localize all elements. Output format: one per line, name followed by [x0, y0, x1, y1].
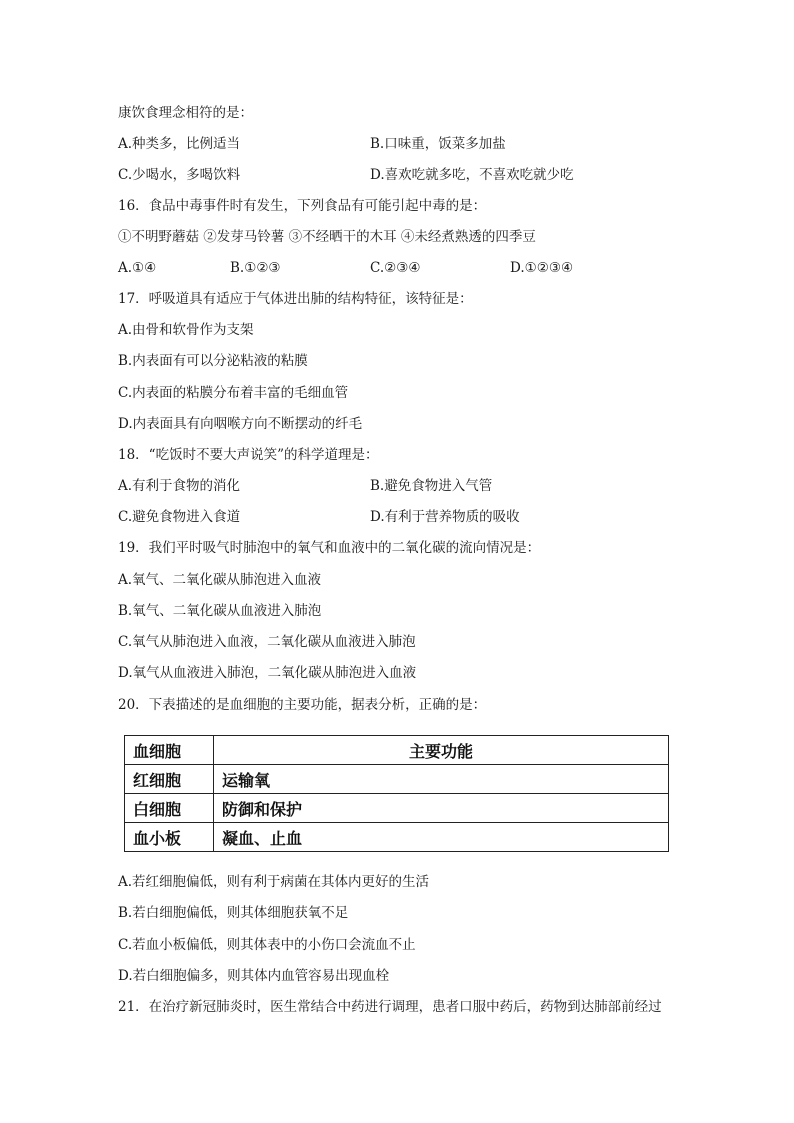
- q19-stem: 19．我们平时吸气时肺泡中的氧气和血液中的二氧化碳的流向情况是：: [118, 540, 541, 556]
- q16-stem: 16．食品中毒事件时有发生，下列食品有可能引起中毒的是：: [118, 198, 487, 214]
- q21-stem: 21．在治疗新冠肺炎时，医生常结合中药进行调理，患者口服中药后，药物到达肺部前经过: [118, 999, 662, 1015]
- table-cell-function: 运输氧: [214, 765, 669, 794]
- q19-option-a: A.氧气、二氧化碳从肺泡进入血液: [118, 572, 322, 588]
- table-cell-name: 血小板: [125, 823, 214, 852]
- table-cell-function: 防御和保护: [214, 794, 669, 823]
- q15-option-b: B.口味重，饭菜多加盐: [370, 136, 506, 152]
- q20-option-c: C.若血小板偏低，则其体表中的小伤口会流血不止: [118, 937, 416, 953]
- q16-option-c: C.②③④: [370, 260, 421, 276]
- q19-option-b: B.氧气、二氧化碳从血液进入肺泡: [118, 603, 322, 619]
- q18-option-d: D.有利于营养物质的吸收: [370, 509, 520, 525]
- q20-option-d: D.若白细胞偏多，则其体内血管容易出现血栓: [118, 968, 390, 984]
- q16-option-a: A.①④: [118, 260, 157, 276]
- q19-option-c: C.氧气从肺泡进入血液，二氧化碳从血液进入肺泡: [118, 634, 416, 650]
- q16-option-d: D.①②③④: [510, 260, 574, 276]
- q20-option-b: B.若白细胞偏低，则其体细胞获氧不足: [118, 905, 349, 921]
- q15-option-c: C.少喝水，多喝饮料: [118, 167, 241, 183]
- q15-option-a: A.种类多，比例适当: [118, 136, 241, 152]
- q15-option-d: D.喜欢吃就多吃，不喜欢吃就少吃: [370, 167, 574, 183]
- table-row: [125, 794, 669, 823]
- table-header-function: 主要功能: [214, 736, 669, 765]
- table-cell-function: 凝血、止血: [214, 823, 669, 852]
- q16-option-b: B.①②③: [230, 260, 281, 276]
- q20-stem: 20．下表描述的是血细胞的主要功能，据表分析，正确的是：: [118, 697, 487, 713]
- table-cell-name: 红细胞: [125, 765, 214, 794]
- q18-stem: 18．“吃饭时不要大声说笑”的科学道理是：: [118, 447, 379, 463]
- q18-option-c: C.避免食物进入食道: [118, 509, 241, 525]
- table-header-row: [125, 736, 669, 765]
- q17-option-a: A.由骨和软骨作为支架: [118, 322, 254, 338]
- table-row: [125, 765, 669, 794]
- q18-option-b: B.避免食物进入气管: [370, 478, 493, 494]
- q18-option-a: A.有利于食物的消化: [118, 478, 241, 494]
- q17-stem: 17．呼吸道具有适应于气体进出肺的结构特征，该特征是：: [118, 291, 473, 307]
- q20-option-a: A.若红细胞偏低，则有利于病菌在其体内更好的生活: [118, 874, 430, 890]
- q15-stem-continuation: 康饮食理念相符的是：: [118, 105, 253, 121]
- q17-option-b: B.内表面有可以分泌粘液的粘膜: [118, 353, 308, 369]
- blood-cell-table: [124, 735, 669, 852]
- q19-option-d: D.氧气从血液进入肺泡，二氧化碳从肺泡进入血液: [118, 665, 417, 681]
- table-row: [125, 823, 669, 852]
- q17-option-c: C.内表面的粘膜分布着丰富的毛细血管: [118, 385, 349, 401]
- table-header-cell: 血细胞: [125, 736, 214, 765]
- table-cell-name: 白细胞: [125, 794, 214, 823]
- q16-items: ①不明野蘑菇 ②发芽马铃薯 ③不经晒干的木耳 ④未经煮熟透的四季豆: [118, 229, 536, 245]
- q17-option-d: D.内表面具有向咽喉方向不断摆动的纤毛: [118, 416, 363, 432]
